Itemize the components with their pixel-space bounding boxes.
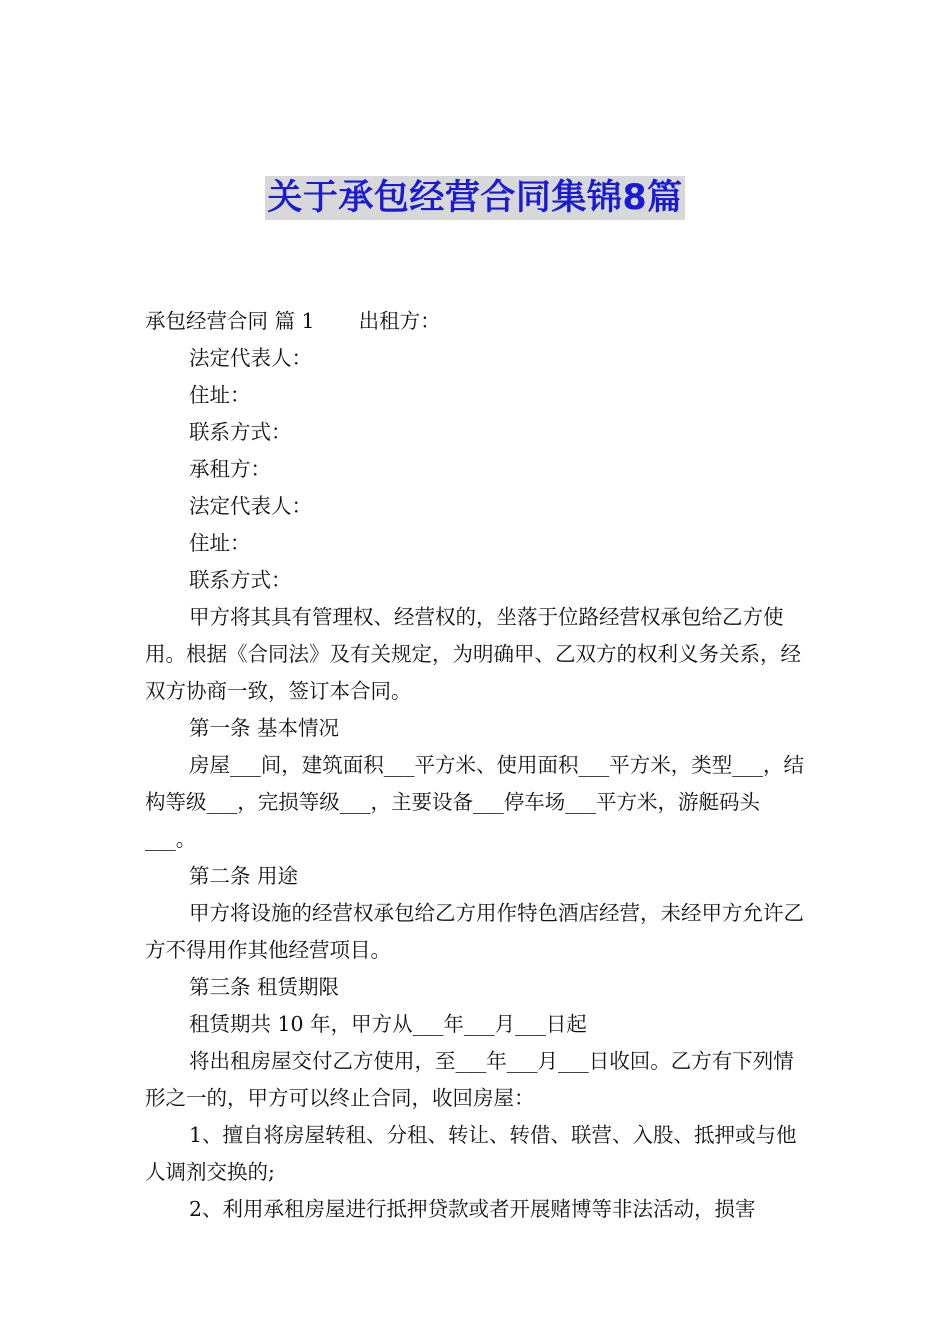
title-block (0, 176, 950, 220)
document-body (145, 303, 807, 1228)
field-line: 法定代表人： (189, 346, 312, 370)
article-heading: 第三条 租赁期限 (189, 975, 340, 999)
field-line: 法定代表人： (189, 494, 312, 518)
field-line: 联系方式： (189, 420, 292, 444)
heading-line (145, 303, 807, 340)
field-line: 住址： (189, 531, 251, 555)
lessor-label: 出租方： (358, 309, 441, 333)
body-paragraph: 甲方将其具有管理权、经营权的，坐落于位路经营权承包给乙方使用。根据《合同法》及有关规定，为明确甲、乙双方的权利义务关系，经双方协商一致，签订本合同。 (145, 605, 801, 703)
section-heading: 承包经营合同 篇 1 (145, 309, 315, 333)
list-item: 2、利用承租房屋进行抵押贷款或者开展赌博等非法活动，损害 (189, 1197, 756, 1221)
field-line: 联系方式： (189, 568, 292, 592)
list-item: 1、擅自将房屋转租、分租、转让、转借、联营、入股、抵押或与他人调剂交换的; (145, 1123, 797, 1184)
document-title: 关于承包经营合同集锦8篇 (267, 178, 683, 218)
article-heading: 第一条 基本情况 (189, 716, 340, 740)
body-paragraph: 将出租房屋交付乙方使用，至___年___月___日收回。乙方有下列情形之一的，甲方可以终止合同，收回房屋： (145, 1049, 794, 1110)
article-heading: 第二条 用途 (189, 864, 299, 888)
body-paragraph: 房屋___间，建筑面积___平方米、使用面积___平方米，类型___，结构等级___，完损等级___，主要设备___停车场___平方米，游艇码头___。 (145, 753, 804, 851)
field-line: 承租方： (189, 457, 271, 481)
field-line: 住址： (189, 383, 251, 407)
body-paragraph: 租赁期共 10 年，甲方从___年___月___日起 (189, 1012, 587, 1036)
body-paragraph: 甲方将设施的经营权承包给乙方用作特色酒店经营，未经甲方允许乙方不得用作其他经营项目。 (145, 901, 804, 962)
